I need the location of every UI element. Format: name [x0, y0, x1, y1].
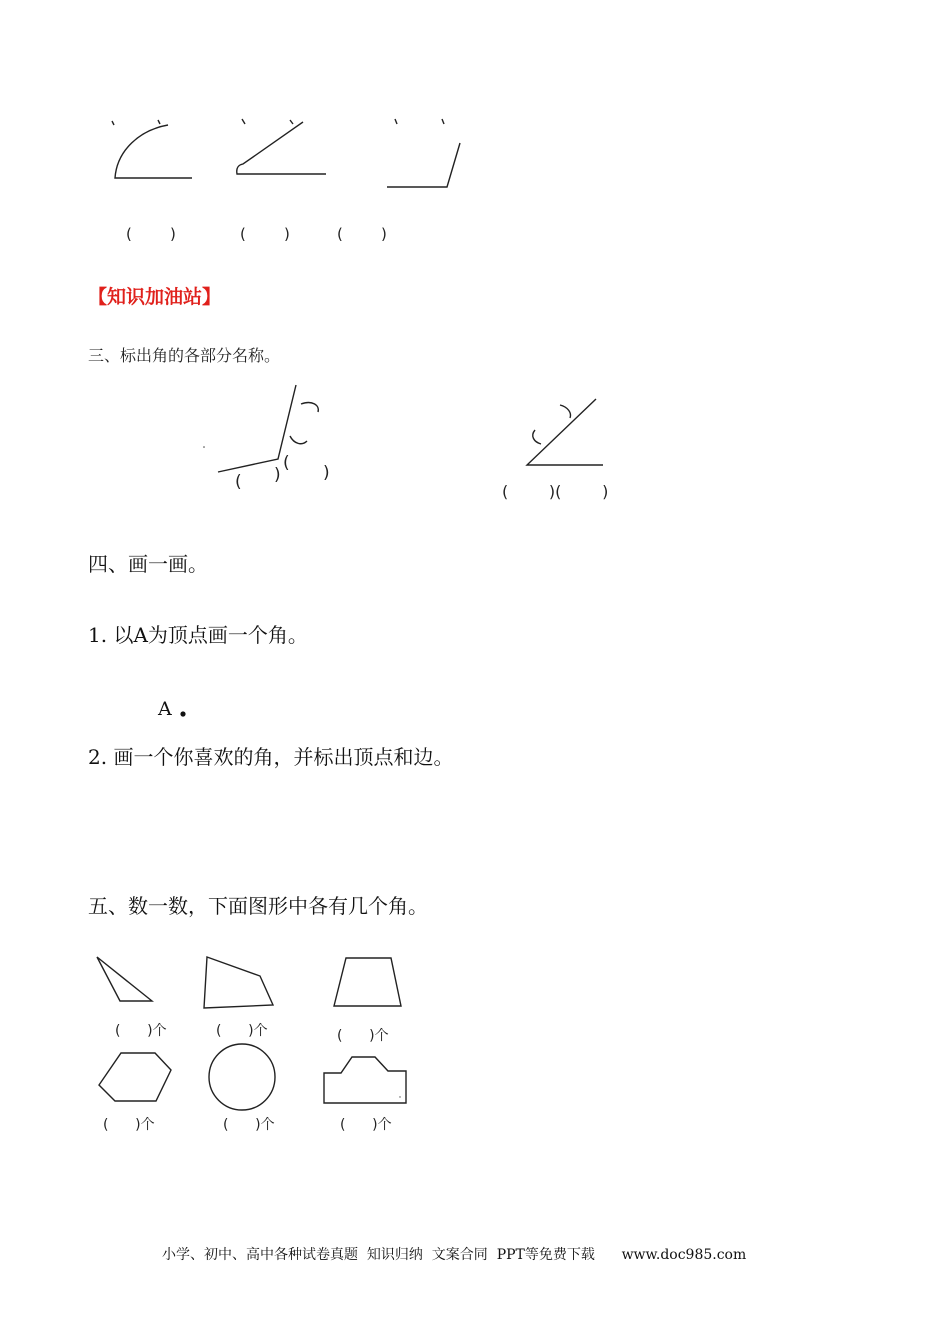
q3-left-paren-open-2[interactable]: ( [235, 472, 242, 492]
page-footer: 小学、初中、高中各种试卷真题 知识归纳 文案合同 PPT等免费下载 www.doc985.com [162, 1247, 747, 1263]
q3-left-paren-close-1[interactable]: ) [323, 463, 330, 483]
answer-paren-1[interactable]: ( ) [126, 225, 176, 243]
answer-count-triangle[interactable]: ( )个 [115, 1023, 167, 1039]
point-a-label: A [158, 698, 172, 720]
q5-title: 五、数一数，下面图形中各有几个角。 [88, 894, 428, 918]
answer-count-notched[interactable]: ( )个 [340, 1117, 392, 1133]
answer-count-circle[interactable]: ( )个 [223, 1117, 275, 1133]
answer-count-quadrilateral[interactable]: ( )个 [216, 1023, 268, 1039]
trapezoid-shape [334, 958, 401, 1006]
quadrilateral-shape [204, 957, 273, 1008]
q3-left-paren-open-1[interactable]: ( [283, 453, 290, 473]
q4-title: 四、画一画。 [88, 552, 208, 576]
dot-mark [399, 1096, 400, 1097]
triangle-shape [97, 957, 152, 1001]
circle-shape [209, 1044, 275, 1110]
knowledge-title: 【知识加油站】 [88, 286, 222, 308]
answer-paren-3[interactable]: ( ) [337, 225, 387, 243]
q4-item-1: 1. 以A为顶点画一个角。 [88, 623, 308, 647]
answer-paren-2[interactable]: ( ) [240, 225, 290, 243]
hexagon-shape [99, 1053, 171, 1101]
notched-shape [324, 1057, 406, 1103]
q3-title: 三、标出角的各部分名称。 [88, 346, 281, 365]
answer-count-trapezoid[interactable]: ( )个 [337, 1028, 389, 1044]
q4-item-2: 2. 画一个你喜欢的角，并标出顶点和边。 [88, 745, 454, 769]
q3-left-paren-close-2[interactable]: ) [274, 465, 281, 485]
q3-right-parens[interactable]: ( )( ) [502, 482, 609, 501]
answer-count-hexagon[interactable]: ( )个 [103, 1117, 155, 1133]
